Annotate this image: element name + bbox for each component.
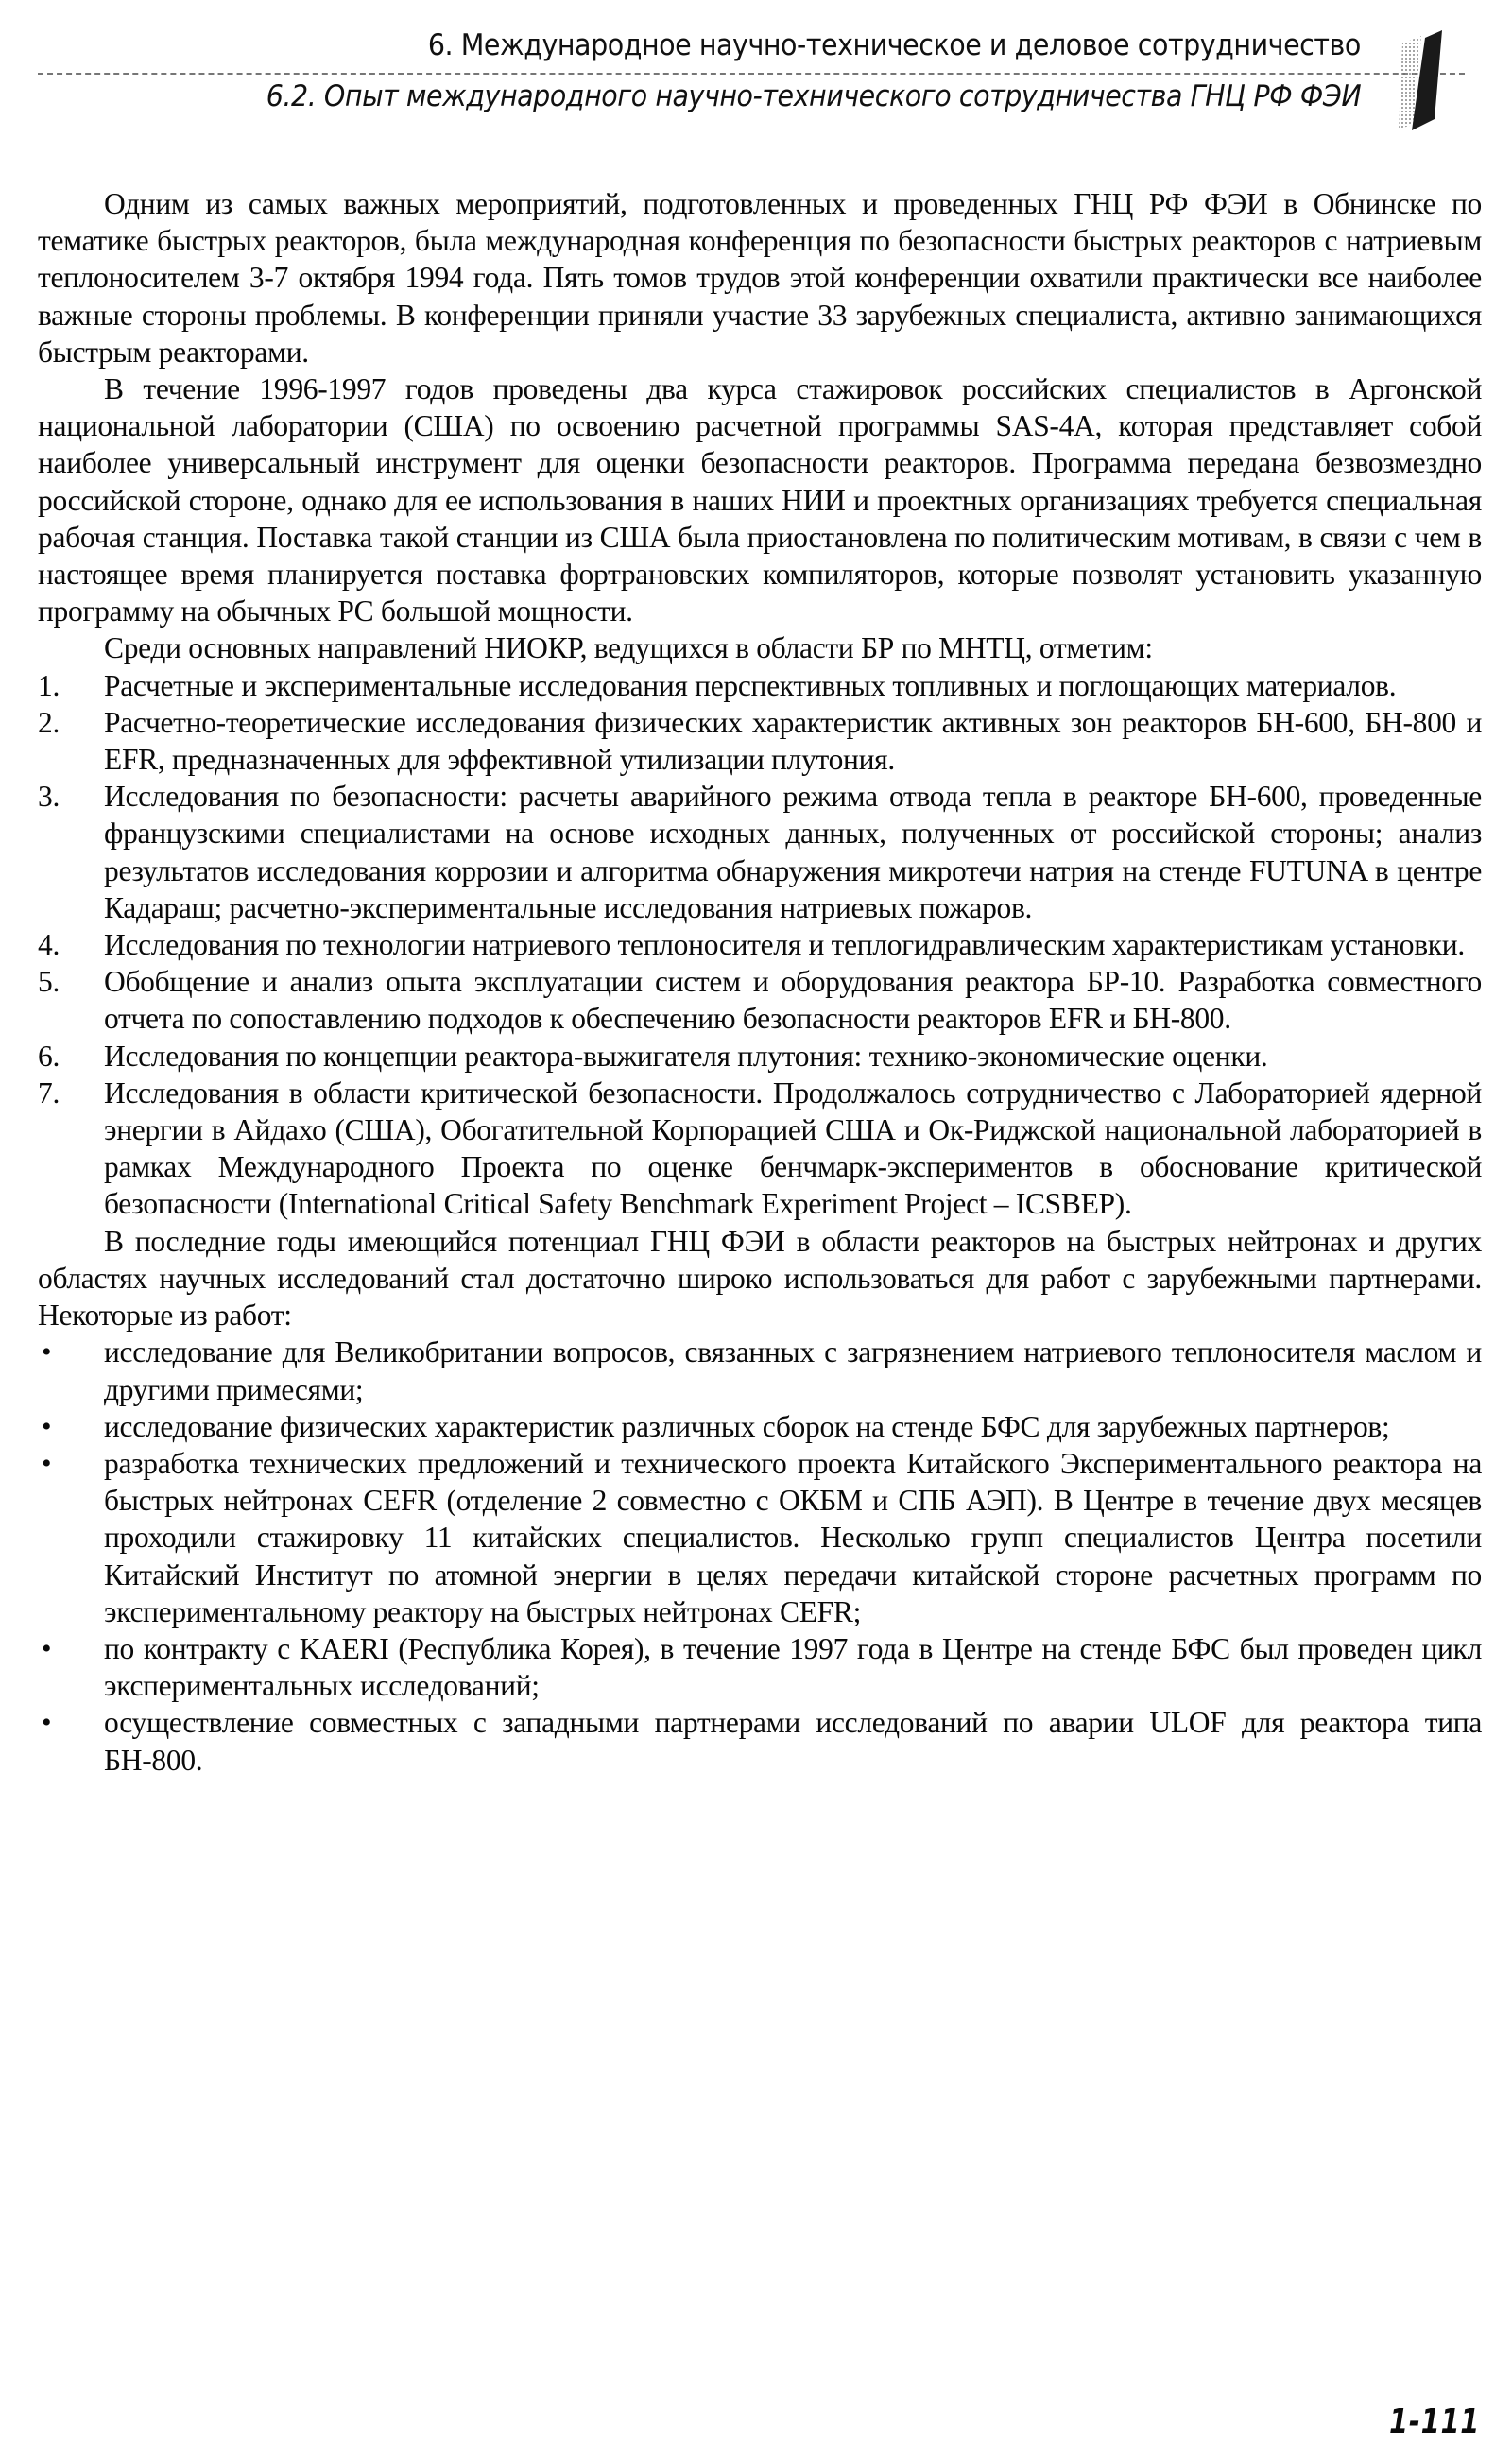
list-item: [38, 926, 1482, 963]
list-number: 2.: [38, 705, 60, 739]
research-directions-list: [38, 667, 1482, 1223]
list-item-text: по контракту с KAERI (Республика Корея), в течение 1997 года в Центре на стенде БФС был проведен цикл экспериментальных исследований;: [104, 1631, 1482, 1703]
list-item-text: разработка технических предложений и технического проекта Китайского Экспериментального реактора на быстрых нейтронах CEFR (отделение 2 совместно с ОКБМ и СПБ АЭП). В Центре в течение двух месяцев проходили стажировку 11 китайских специалистов. Несколько групп специалистов Центра посетили Китайский Институт по атомной энергии в целях передачи китайской стороне расчетных программ по экспериментальному реактору на быстрых нейтронах CEFR;: [104, 1446, 1482, 1628]
paragraph-foreign-partners: В последние годы имеющийся потенциал ГНЦ ФЭИ в области реакторов на быстрых нейтронах и других областях научных исследований стал достаточно широко использоваться для работ с зарубежными партнерами. Некоторые из работ:: [38, 1224, 1482, 1333]
list-number: 1.: [38, 668, 60, 702]
list-item: [38, 704, 1482, 778]
list-item-text: Исследования по безопасности: расчеты аварийного режима отвода тепла в реакторе БН-600, проведенные французскими специалистами на основе исходных данных, полученных от российской стороны; анализ результатов исследования коррозии и алгоритма обнаружения микротечи натрия на стенде FUTUNA в центре Кадараш; расчетно-экспериментальные исследования натриевых пожаров.: [104, 780, 1482, 924]
list-item-text: исследование для Великобритании вопросов, связанных с загрязнением натриевого теплоносителя маслом и другими примесями;: [104, 1335, 1482, 1406]
list-number: 7.: [38, 1076, 60, 1110]
list-number: 4.: [38, 928, 60, 962]
bullet-icon: •: [42, 1410, 52, 1442]
list-item: [38, 1038, 1482, 1075]
bullet-icon: •: [42, 1336, 52, 1368]
bullet-icon: •: [42, 1447, 52, 1479]
bullet-icon: •: [42, 1632, 52, 1664]
header-divider: [38, 73, 1465, 75]
page-number: 1-111: [1388, 2402, 1480, 2441]
list-item-text: Исследования в области критической безопасности. Продолжалось сотрудничество с Лабораторией ядерной энергии в Айдахо (США), Обогатительной Корпорацией США и Ок-Риджской национальной лабораторией в рамках Международного Проекта по оценке бенчмарк-экспериментов в обоснование критической безопасности (International Critical Safety Benchmark Experiment Project – ICSBEP).: [104, 1076, 1482, 1221]
list-number: 3.: [38, 780, 60, 814]
list-number: 6.: [38, 1039, 60, 1073]
body-text: [38, 185, 1482, 1779]
list-item: [38, 778, 1482, 926]
paragraph-sas4a-training: В течение 1996-1997 годов проведены два курса стажировок российских специалистов в Аргонской национальной лаборатории (США) по освоению расчетной программы SAS-4A, которая представляет собой наиболее универсальный инструмент для оценки безопасности реакторов. Программа передана безвозмездно российской стороне, однако для ее использования в наших НИИ и проектных организациях требуется специальная рабочая станция. Поставка такой станции из США была приостановлена по политическим мотивам, в связи с чем в настоящее время планируется поставка фортрановских компиляторов, которые позволят установить указанную программу на обычных PC большой мощности.: [38, 372, 1482, 628]
list-item-text: Расчетные и экспериментальные исследования перспективных топливных и поглощающих материалов.: [104, 668, 1397, 702]
list-item: [38, 1075, 1482, 1223]
list-item: [38, 1334, 1482, 1407]
foreign-works-list: [38, 1334, 1482, 1778]
paragraph-research-directions-intro: Среди основных направлений НИОКР, ведущихся в области БР по МНТЦ, отметим:: [104, 631, 1153, 665]
list-item: [38, 1630, 1482, 1704]
list-item: [38, 1704, 1482, 1778]
list-item-text: Исследования по концепции реактора-выжигателя плутония: технико-экономические оценки.: [104, 1039, 1268, 1073]
list-item-text: Расчетно-теоретические исследования физических характеристик активных зон реакторов БН-600, БН-800 и EFR, предназначенных для эффективной утилизации плутония.: [104, 705, 1482, 777]
list-item: [38, 1408, 1482, 1445]
list-item-text: исследование физических характеристик различных сборок на стенде БФС для зарубежных партнеров;: [104, 1409, 1390, 1443]
list-item: [38, 1445, 1482, 1630]
list-item-text: Обобщение и анализ опыта эксплуатации систем и оборудования реактора БР-10. Разработка совместного отчета по сопоставлению подходов к обеспечению безопасности реакторов EFR и БН-800.: [104, 965, 1482, 1036]
list-number: 5.: [38, 965, 60, 999]
chapter-title: 6. Международное научно-техническое и деловое сотрудничество: [427, 28, 1361, 62]
chapter-tab-marker-icon: [1393, 30, 1446, 132]
section-title: 6.2. Опыт международного научно-технического сотрудничества ГНЦ РФ ФЭИ: [266, 79, 1361, 113]
list-item: [38, 667, 1482, 704]
bullet-icon: •: [42, 1707, 52, 1739]
list-item: [38, 963, 1482, 1037]
running-header: [38, 28, 1465, 113]
list-item-text: осуществление совместных с западными партнерами исследований по аварии ULOF для реактора типа БН-800.: [104, 1706, 1482, 1777]
list-item-text: Исследования по технологии натриевого теплоносителя и теплогидравлическим характеристикам установки.: [104, 928, 1465, 962]
paragraph-conference: Одним из самых важных мероприятий, подготовленных и проведенных ГНЦ РФ ФЭИ в Обнинске по тематике быстрых реакторов, была международная конференция по безопасности быстрых реакторов с натриевым теплоносителем 3-7 октября 1994 года. Пять томов трудов этой конференции охватили практически все наиболее важные стороны проблемы. В конференции приняли участие 33 зарубежных специалиста, активно занимающихся быстрым реакторами.: [38, 187, 1482, 369]
